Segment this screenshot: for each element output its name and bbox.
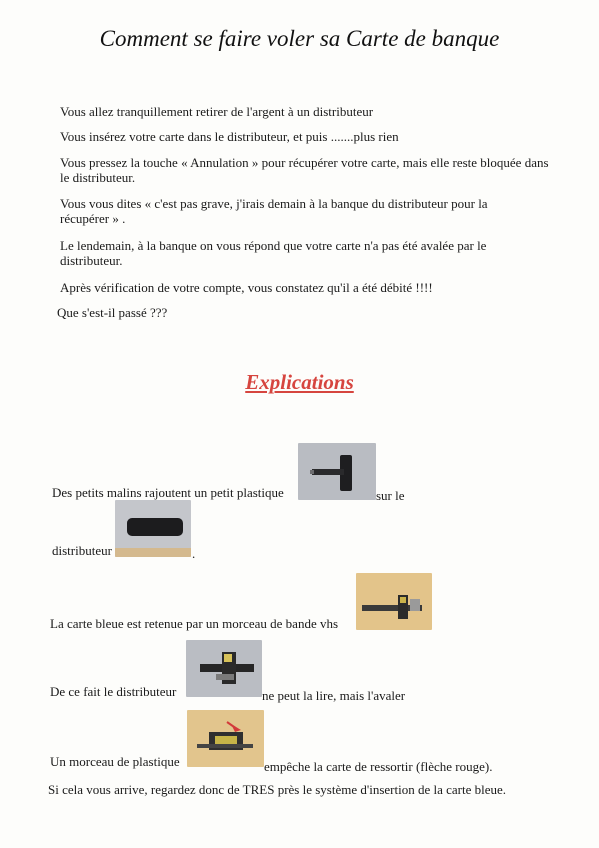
explication-line-1-end: sur le — [376, 488, 405, 503]
card-slot-photo — [115, 500, 191, 557]
page-title: Comment se faire voler sa Carte de banque — [99, 26, 500, 51]
explication-line-3: La carte bleue est retenue par un morceau de bande vhs — [50, 616, 339, 631]
intro-paragraph-6: Après vérification de votre compte, vous constatez qu'il a été débité !!!! — [60, 280, 433, 295]
explication-line-5-start: Un morceau de plastique — [50, 754, 180, 769]
explication-line-2-start: distributeur — [52, 543, 112, 558]
explications-heading: Explications — [245, 370, 354, 394]
intro-paragraph-5: Le lendemain, à la banque on vous répond que votre carte n'a pas été avalée par le distributeur. — [60, 238, 487, 268]
intro-paragraph-4: Vous vous dites « c'est pas grave, j'irais demain à la banque du distributeur pour la récupérer » . — [60, 196, 488, 226]
plastic-piece-photo — [298, 443, 376, 500]
explication-line-4-start: De ce fait le distributeur — [50, 684, 177, 699]
intro-paragraph-7: Que s'est-il passé ??? — [57, 305, 168, 320]
closing-paragraph: Si cela vous arrive, regardez donc de TRES près le système d'insertion de la carte bleue. — [48, 782, 507, 797]
vhs-tape-photo — [356, 573, 432, 630]
explication-line-5-end: empêche la carte de ressortir (flèche rouge). — [264, 759, 493, 774]
trapped-card-photo — [186, 640, 262, 697]
intro-paragraph-3: Vous pressez la touche « Annulation » pour récupérer votre carte, mais elle reste bloquée dans le distributeur. — [60, 155, 549, 185]
explication-line-4-end: ne peut la lire, mais l'avaler — [262, 688, 406, 703]
explication-line-2-end: . — [192, 546, 196, 561]
red-arrow-photo — [187, 710, 264, 767]
intro-paragraph-2: Vous insérez votre carte dans le distributeur, et puis .......plus rien — [60, 129, 399, 144]
explication-line-1-start: Des petits malins rajoutent un petit plastique — [52, 485, 284, 500]
intro-paragraph-1: Vous allez tranquillement retirer de l'argent à un distributeur — [60, 104, 374, 119]
